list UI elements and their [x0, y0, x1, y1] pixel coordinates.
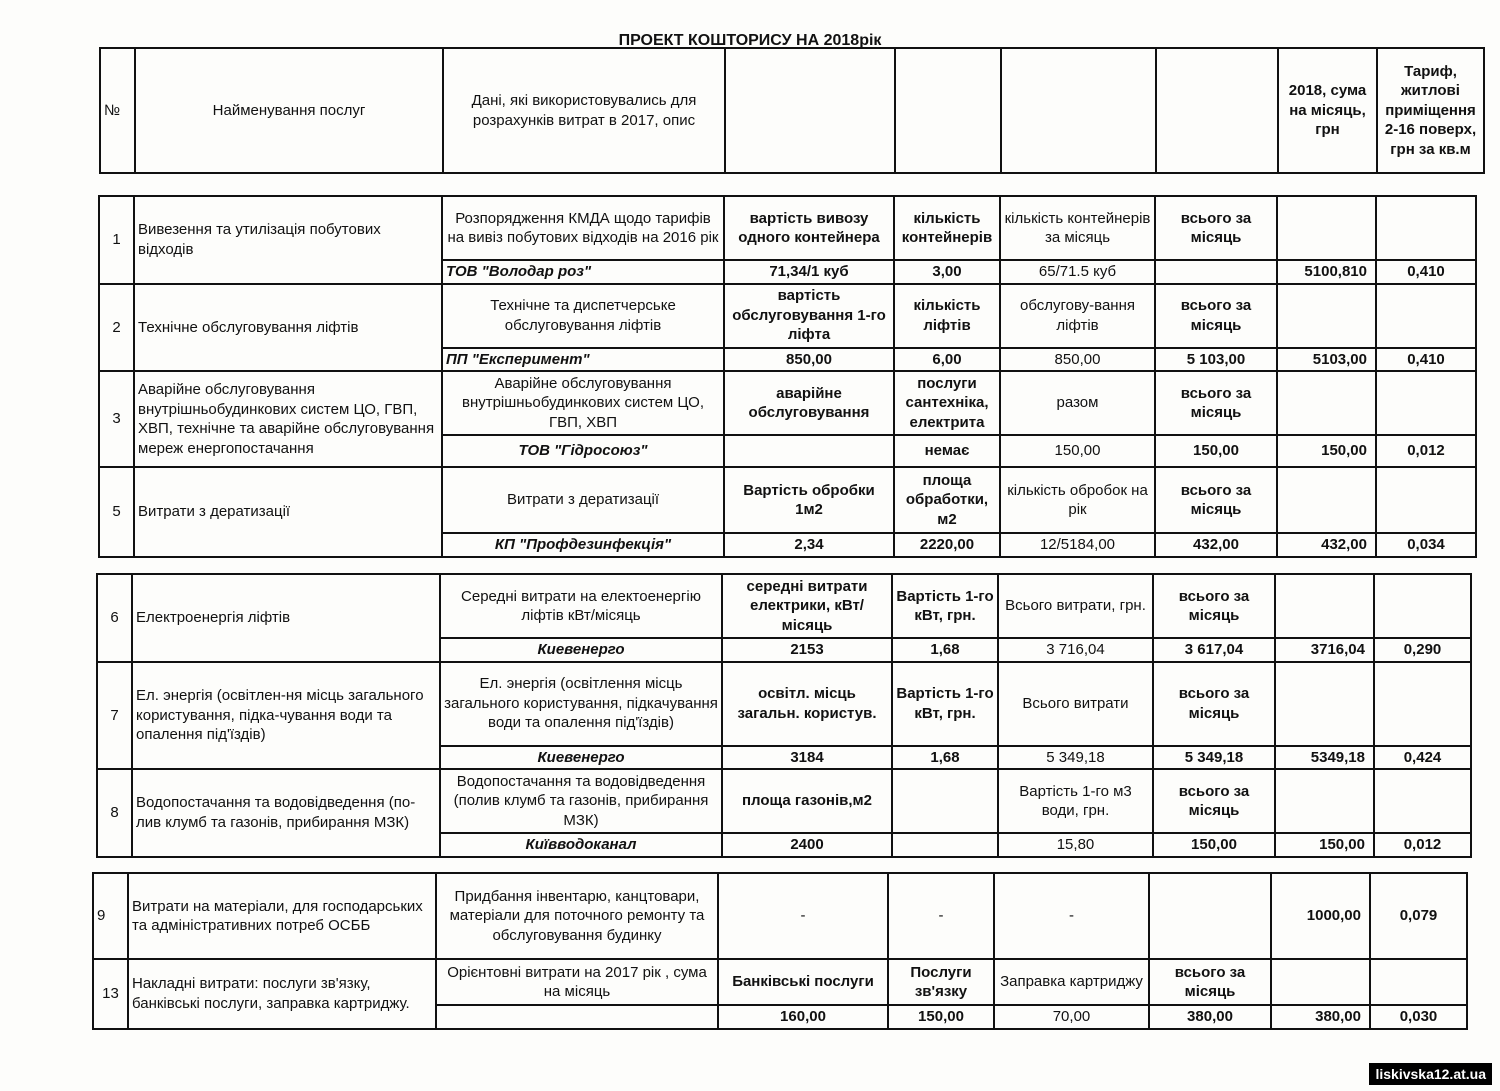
col-header-4: всього за місяць [1155, 284, 1277, 348]
row-num: 5 [99, 467, 134, 557]
value-2: 6,00 [894, 348, 1000, 372]
table-row [99, 467, 1476, 533]
value-2: немає [894, 435, 1000, 467]
header-blank-1 [725, 48, 895, 173]
col-header-4: всього за місяць [1153, 662, 1275, 746]
sum-value: 380,00 [1271, 1005, 1370, 1029]
value-1: - [718, 873, 888, 959]
company-name: Київводоканал [440, 833, 722, 857]
col-header-1: Банківські послуги [718, 959, 888, 1005]
col-header-3: Заправка картриджу [994, 959, 1149, 1005]
col-header-3: Всього витрати, грн. [998, 574, 1153, 638]
row-num: 9 [93, 873, 128, 959]
sum-value: 150,00 [1275, 833, 1374, 857]
value-3: - [994, 873, 1149, 959]
row-num: 7 [97, 662, 132, 770]
value-2: 2220,00 [894, 533, 1000, 557]
value-1: 2400 [722, 833, 892, 857]
value-1: 2,34 [724, 533, 894, 557]
col-header-1: середні витрати електрики, кВт/місяць [722, 574, 892, 638]
row-num: 13 [93, 959, 128, 1029]
header-blank-3 [1001, 48, 1156, 173]
service-name: Електроенергія ліфтів [132, 574, 440, 662]
value-3: 150,00 [1000, 435, 1155, 467]
value-3: 3 716,04 [998, 638, 1153, 662]
value-1: 71,34/1 куб [724, 260, 894, 284]
service-desc: Аварійне обслуговування внутрішньобудинкових систем ЦО, ГВП, ХВП [442, 371, 724, 435]
tariff-value: 0,290 [1374, 638, 1471, 662]
header-data: Дані, які використовувались для розрахунків витрат в 2017, опис [443, 48, 725, 173]
sum-value: 5103,00 [1277, 348, 1376, 372]
tariff-value: 0,012 [1376, 435, 1476, 467]
col-header-1: площа газонів,м2 [722, 769, 892, 833]
value-2: 1,68 [892, 638, 998, 662]
value-2: 3,00 [894, 260, 1000, 284]
service-desc: Технічне та диспетчерське обслуговування ліфтів [442, 284, 724, 348]
company-name: Киевенерго [440, 746, 722, 770]
service-name: Вивезення та утилізація побутових відходів [134, 196, 442, 284]
col-header-4: всього за місяць [1155, 467, 1277, 533]
section-c-table [92, 872, 1468, 1030]
value-2: 150,00 [888, 1005, 994, 1029]
service-desc: Водопостачання та водовідведення (полив клумб та газонів, прибирання МЗК) [440, 769, 722, 833]
header-name: Найменування послуг [135, 48, 443, 173]
col-header-2 [892, 769, 998, 833]
value-3: 65/71.5 куб [1000, 260, 1155, 284]
header-blank-4 [1156, 48, 1278, 173]
row-num: 3 [99, 371, 134, 467]
value-3: 12/5184,00 [1000, 533, 1155, 557]
header-blank-2 [895, 48, 1001, 173]
value-4: 150,00 [1153, 833, 1275, 857]
col-header-1: вартість вивозу одного контейнера [724, 196, 894, 260]
col-header-3: кількість контейнерів за місяць [1000, 196, 1155, 260]
company-name: ТОВ "Гідросоюз" [442, 435, 724, 467]
col-header-2: кількість ліфтів [894, 284, 1000, 348]
col-header-2: площа обработки, м2 [894, 467, 1000, 533]
row-num: 6 [97, 574, 132, 662]
value-3: 70,00 [994, 1005, 1149, 1029]
col-header-4: всього за місяць [1155, 371, 1277, 435]
service-name: Накладні витрати: послуги зв'язку, банківські послуги, заправка картриджу. [128, 959, 436, 1029]
col-header-3: кількість обробок на рік [1000, 467, 1155, 533]
company-name: ТОВ "Володар роз" [442, 260, 724, 284]
service-name: Ел. энергія (освітлен-ня місць загального користування, підка-чування води та опалення під'їздів) [132, 662, 440, 770]
value-1 [724, 435, 894, 467]
table-row [99, 284, 1476, 348]
table-row [97, 769, 1471, 833]
col-header-1: Вартість обробки 1м2 [724, 467, 894, 533]
sum-value: 3716,04 [1275, 638, 1374, 662]
service-name: Водопостачання та водовідведення (по-лив клумб та газонів, прибирання МЗК) [132, 769, 440, 857]
service-name: Аварійне обслуговування внутрішньобудинкових систем ЦО, ГВП, ХВП, технічне та аварійне обслуговування мереж енергопостачання [134, 371, 442, 467]
service-desc: Ел. энергія (освітлення місць загального користування, підкачування води та опалення під'їздів) [440, 662, 722, 746]
col-header-3: разом [1000, 371, 1155, 435]
service-desc: Розпорядження КМДА щодо тарифів на вивіз побутових відходів на 2016 рік [442, 196, 724, 260]
col-header-1: вартість обслуговування 1-го ліфта [724, 284, 894, 348]
value-4 [1149, 873, 1271, 959]
table-row [97, 574, 1471, 638]
header-sum: 2018, сума на місяць, грн [1278, 48, 1377, 173]
value-3: 850,00 [1000, 348, 1155, 372]
row-num: 8 [97, 769, 132, 857]
row-num: 2 [99, 284, 134, 372]
col-header-1: освітл. місць загальн. користув. [722, 662, 892, 746]
tariff-value: 0,424 [1374, 746, 1471, 770]
section-a-table [98, 195, 1477, 558]
row-num: 1 [99, 196, 134, 284]
value-4: 432,00 [1155, 533, 1277, 557]
sum-value: 1000,00 [1271, 873, 1370, 959]
value-4 [1155, 260, 1277, 284]
col-header-2: Вартість 1-го кВт, грн. [892, 574, 998, 638]
service-desc: Середні витрати на електоенергію ліфтів кВт/місяць [440, 574, 722, 638]
table-row [97, 662, 1471, 746]
value-2 [892, 833, 998, 857]
company-name: ПП "Експеримент" [442, 348, 724, 372]
col-header-2: Послуги зв'язку [888, 959, 994, 1005]
company-name: Киевенерго [440, 638, 722, 662]
site-watermark[interactable]: liskivska12.at.ua [1369, 1063, 1492, 1085]
table-row [93, 959, 1467, 1005]
service-name: Технічне обслуговування ліфтів [134, 284, 442, 372]
tariff-value: 0,410 [1376, 348, 1476, 372]
service-desc: Витрати з дератизації [442, 467, 724, 533]
value-2: - [888, 873, 994, 959]
service-name: Витрати на матеріали, для господарських та адміністративних потреб ОСББ [128, 873, 436, 959]
tariff-value: 0,034 [1376, 533, 1476, 557]
col-header-2: Вартість 1-го кВт, грн. [892, 662, 998, 746]
table-row [99, 196, 1476, 260]
table-row [93, 873, 1467, 959]
service-desc: Орієнтовні витрати на 2017 рік , сума на місяць [436, 959, 718, 1005]
value-4: 5 103,00 [1155, 348, 1277, 372]
value-1: 3184 [722, 746, 892, 770]
value-3: 15,80 [998, 833, 1153, 857]
header-table [99, 47, 1485, 174]
header-num: № [100, 48, 135, 173]
col-header-4: всього за місяць [1149, 959, 1271, 1005]
tariff-value: 0,030 [1370, 1005, 1467, 1029]
sum-value: 5349,18 [1275, 746, 1374, 770]
value-4: 380,00 [1149, 1005, 1271, 1029]
col-header-4: всього за місяць [1155, 196, 1277, 260]
section-b-table [96, 573, 1472, 858]
company-name: КП "Профдезинфекція" [442, 533, 724, 557]
col-header-3: Всього витрати [998, 662, 1153, 746]
col-header-3: обслугову-вання ліфтів [1000, 284, 1155, 348]
value-4: 5 349,18 [1153, 746, 1275, 770]
value-4: 3 617,04 [1153, 638, 1275, 662]
col-header-4: всього за місяць [1153, 574, 1275, 638]
service-name: Витрати з дератизації [134, 467, 442, 557]
value-1: 2153 [722, 638, 892, 662]
sum-value: 432,00 [1277, 533, 1376, 557]
value-2: 1,68 [892, 746, 998, 770]
tariff-value: 0,410 [1376, 260, 1476, 284]
tariff-value: 0,079 [1370, 873, 1467, 959]
col-header-2: кількість контейнерів [894, 196, 1000, 260]
col-header-1: аварійне обслуговування [724, 371, 894, 435]
tariff-value: 0,012 [1374, 833, 1471, 857]
header-tariff: Тариф, житлові приміщення 2-16 поверх, грн за кв.м [1377, 48, 1484, 173]
col-header-4: всього за місяць [1153, 769, 1275, 833]
value-3: 5 349,18 [998, 746, 1153, 770]
value-1: 160,00 [718, 1005, 888, 1029]
document-title: ПРОЕКТ КОШТОРИСУ НА 2018рік [618, 32, 882, 49]
value-1: 850,00 [724, 348, 894, 372]
sum-value: 150,00 [1277, 435, 1376, 467]
table-row [99, 371, 1476, 435]
service-desc: Придбання інвентарю, канцтовари, матеріали для поточного ремонту та обслуговування будинку [436, 873, 718, 959]
sum-value: 5100,810 [1277, 260, 1376, 284]
col-header-2: послуги сантехніка, електрита [894, 371, 1000, 435]
col-header-3: Вартість 1-го м3 води, грн. [998, 769, 1153, 833]
value-4: 150,00 [1155, 435, 1277, 467]
